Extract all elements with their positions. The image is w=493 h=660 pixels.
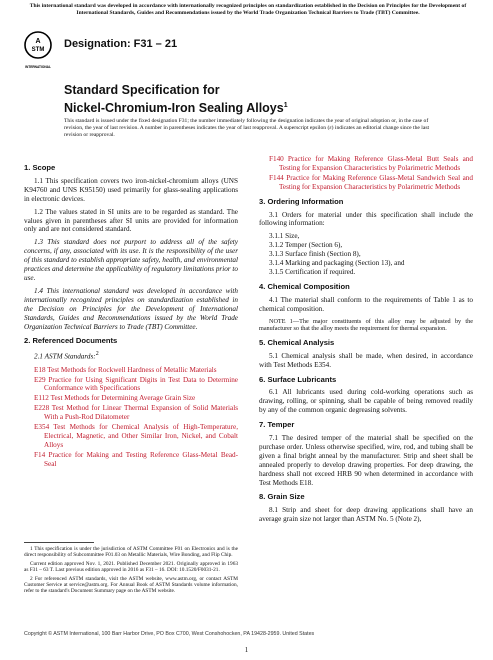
paragraph-3-1: 3.1 Orders for material under this specification shall include the following information: xyxy=(259,210,473,228)
svg-text:STM: STM xyxy=(31,47,45,53)
paragraph-7-1: 7.1 The desired temper of the material shall be specified on the purchase order. Unless otherwise specified, wire, rod, and tubing shall be given a final bright anneal by the manufacturer. Strip and sheet shall be annealed properly to develop drawing properties. For deep drawing, the hardness shall not exceed HRB 90 when determined in accordance with Test Methods E18. xyxy=(259,434,473,487)
footnote-divider xyxy=(24,542,94,543)
paragraph-1-1: 1.1 This specification covers two iron-nickel-chromium alloys (UNS K94760 and UNS K95150) used primarily for glass-sealing applications in electronic devices. xyxy=(24,176,238,203)
issue-note: This standard is issued under the fixed designation F31; the number immediately following the designation indicates the year of original adoption or, in the case of revision, the year of last revision. A number in parentheses indicates the year of last reapproval. A superscript epsilon (ε) indicates an editorial change since the last revision or reapproval. xyxy=(64,118,430,138)
note-1: NOTE 1—The major constituents of this alloy may be adjusted by the manufacturer so that the alloy meets the requirement for thermal expansion. xyxy=(259,317,473,333)
ref-item[interactable]: E29 Practice for Using Significant Digits in Test Data to Determine Conformance with Specifications xyxy=(34,375,238,393)
paragraph-1-4: 1.4 This international standard was developed in accordance with internationally recognized principles on standardization established in the Decision on Principles for the Development of International Standards, Guides and Recommendations issued by the World Trade Organization Technical Barriers to Trade (TBT) Committee. xyxy=(24,286,238,331)
section-heading-temper: 7. Temper xyxy=(259,420,295,430)
list-item: 3.1.5 Certification if required. xyxy=(269,267,356,276)
ref-item[interactable]: E112 Test Methods for Determining Average Grain Size xyxy=(34,394,196,403)
list-item: 3.1.4 Marking and packaging (Section 13), and xyxy=(269,259,405,268)
ref-item[interactable]: E354 Test Methods for Chemical Analysis of High-Temperature, Electrical, Magnetic, and Other Similar Iron, Nickel, and Cobalt Alloys xyxy=(34,423,238,449)
section-heading-chemical-composition: 4. Chemical Composition xyxy=(259,281,350,291)
document-title xyxy=(64,83,288,116)
ref-item[interactable]: E18 Test Methods for Rockwell Hardness of Metallic Materials xyxy=(34,365,217,374)
ref-item[interactable]: F144 Practice for Making Reference Glass-Metal Sandwich Seal and Testing for Expansion Characteristics by Polarimetric Methods xyxy=(269,173,473,191)
section-heading-ordering: 3. Ordering Information xyxy=(259,196,344,206)
svg-text:A: A xyxy=(35,38,41,45)
paragraph-1-3: 1.3 This standard does not purport to address all of the safety concerns, if any, associated with its use. It is the responsibility of the user of this standard to establish appropriate safety, health, and environmental practices and determine the applicability of regulatory limitations prior to use. xyxy=(24,238,238,282)
left-column xyxy=(24,158,238,470)
footnotes xyxy=(24,546,238,597)
page-number: 1 xyxy=(244,646,249,654)
ref-item[interactable]: F140 Practice for Making Reference Glass-Metal Butt Seals and Testing for Expansion Characteristics by Polarimetric Methods xyxy=(269,155,473,172)
list-item: 3.1.2 Temper (Section 6), xyxy=(269,241,343,250)
title-line-2: Nickel-Chromium-Iron Sealing Alloys$^1$ xyxy=(64,101,288,116)
section-heading-referenced-documents: 2. Referenced Documents xyxy=(24,336,118,346)
footnote: 1 This specification is under the jurisdiction of ASTM Committee F01 on Electronics and is the direct responsibility of Subcommittee F01.03 on Metallic Materials, Wire Bonding, and Flip Chip. xyxy=(24,546,238,559)
list-item: 3.1.1 Size, xyxy=(269,232,300,241)
paragraph-2-1: 2.1 ASTM Standards:$^2$ xyxy=(34,351,99,361)
svg-text:INTERNATIONAL: INTERNATIONAL xyxy=(25,65,51,69)
footnote: 2 For referenced ASTM standards, visit the ASTM website, www.astm.org, or contact ASTM Customer Service at service@astm.org. For Annual Book of ASTM Standards volume information, refer to the standard's Document Summary page on the ASTM website. xyxy=(24,575,238,595)
paragraph-5-1: 5.1 Chemical analysis shall be made, when desired, in accordance with Test Methods E354. xyxy=(259,351,473,369)
right-column xyxy=(259,155,473,528)
section-heading-chemical-analysis: 5. Chemical Analysis xyxy=(259,337,335,347)
designation: Designation: F31 – 21 xyxy=(64,38,178,50)
section-heading-grain-size: 8. Grain Size xyxy=(259,492,305,502)
ref-item[interactable]: E228 Test Method for Linear Thermal Expansion of Solid Materials With a Push-Rod Dilatometer xyxy=(34,404,238,422)
copyright-line: Copyright © ASTM International, 100 Barr Harbor Drive, PO Box C700, West Conshohocken, PA 19428-2959. United States xyxy=(24,631,315,637)
title-line-1: Standard Specification for xyxy=(64,83,220,97)
paragraph-6-1: 6.1 All lubricants used during cold-working operations such as drawing, rolling, or spinning, shall be capable of being removed readily by any of the common organic degreasing solvents. xyxy=(259,388,473,415)
section-heading-surface-lubricants: 6. Surface Lubricants xyxy=(259,374,337,384)
paragraph-4-1: 4.1 The material shall conform to the requirements of Table 1 as to chemical composition. xyxy=(259,295,473,313)
list-item: 3.1.3 Surface finish (Section 8), xyxy=(269,250,361,259)
header-note: This international standard was developed in accordance with internationally recognized principles on standardization established in the Decision on Principles for the Development of International Standards, Guides and Recommendations issued by the World Trade Organization Technical Barriers to Trade (TBT) Committee. xyxy=(29,3,467,16)
ref-item[interactable]: F14 Practice for Making and Testing Reference Glass-Metal Bead-Seal xyxy=(34,450,238,468)
astm-logo xyxy=(22,30,54,72)
section-heading-scope: 1. Scope xyxy=(24,163,56,172)
paragraph-1-2: 1.2 The values stated in SI units are to be regarded as standard. The values given in parentheses after SI units are provided for information only and are not considered standard. xyxy=(24,207,238,234)
footnote: Current edition approved Nov. 1, 2021. Published December 2021. Originally approved in 1963 as F31 – 63 T. Last previous edition approved in 2016 as F31 – 16. DOI: 10.1520/F0031-21. xyxy=(24,560,238,574)
paragraph-8-1: 8.1 Strip and sheet for deep drawing applications shall have an average grain size not larger than ASTM No. 5 (Note 2), xyxy=(259,506,473,524)
